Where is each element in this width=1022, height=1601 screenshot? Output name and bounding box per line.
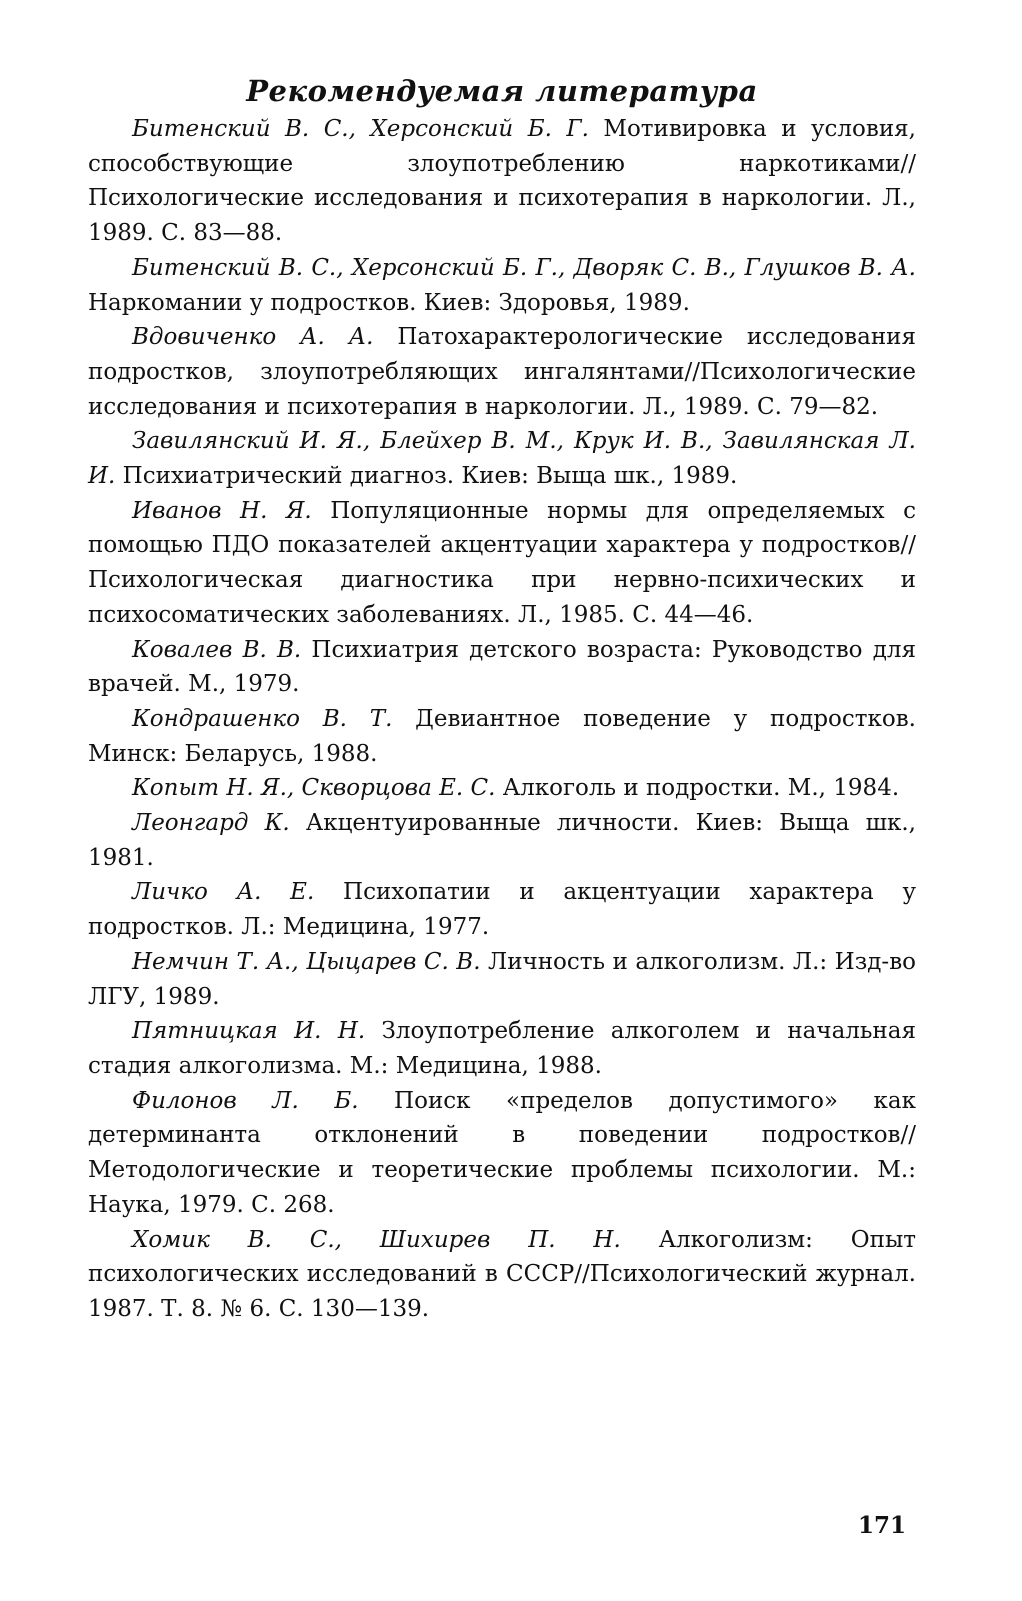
reference-authors: Битенский В. С., Херсонский Б. Г. xyxy=(132,116,589,142)
reference-text: Психопатии и акцентуации характера у подростков. Л.: Медицина, 1977. xyxy=(88,879,916,941)
bibliography-page xyxy=(88,72,916,1327)
reference-text: Патохарактерологические исследования подростков, злоупотребляющих ингалянтами//Психологические исследования и психотерапия в наркологии. Л., 1989. С. 79—82. xyxy=(88,324,916,420)
reference-item xyxy=(88,945,916,1014)
reference-list xyxy=(88,112,916,1327)
reference-text: Алкоголь и подростки. М., 1984. xyxy=(495,775,900,802)
reference-text: Злоупотребление алкоголем и начальная стадия алкоголизма. М.: Медицина, 1988. xyxy=(88,1018,916,1079)
reference-text: Поиск «пределов допустимого» как детерминанта отклонений в поведении подростков//Методологические и теоретические проблемы психологии. М.: Наука, 1979. С. 268. xyxy=(88,1087,916,1218)
reference-text: Алкоголизм: Опыт психологических исследований в СССР//Психологический журнал. 1987. Т. 8. № 6. С. 130—139. xyxy=(88,1226,916,1322)
reference-authors: Пятницкая И. Н. xyxy=(132,1018,366,1045)
reference-item xyxy=(88,875,916,944)
reference-text: Девиантное поведение у подростков. Минск: Беларусь, 1988. xyxy=(88,705,916,767)
reference-text: Личность и алкоголизм. Л.: Изд-во ЛГУ, 1989. xyxy=(88,948,916,1010)
reference-text: Акцентуированные личности. Киев: Выща шк., 1981. xyxy=(88,810,916,871)
reference-item xyxy=(88,771,916,806)
reference-authors: Кондрашенко В. Т. xyxy=(132,705,393,732)
reference-authors: Копыт Н. Я., Скворцова Е. С. xyxy=(132,775,496,802)
reference-authors: Леонгард К. xyxy=(132,810,290,837)
reference-authors: Хомик В. С., Шихирев П. Н. xyxy=(132,1226,621,1253)
reference-item xyxy=(88,1014,916,1083)
reference-authors: Завилянский И. Я., Блейхер В. М., Крук И. В., Завилянская Л. И. xyxy=(88,428,916,490)
reference-item xyxy=(88,633,916,702)
reference-authors: Битенский В. С., Херсонский Б. Г., Дворяк С. В., Глушков В. А. xyxy=(132,254,916,281)
reference-item xyxy=(88,1084,916,1223)
reference-text: Популяционные нормы для определяемых с помощью ПДО показателей акцентуации характера у подростков//Психологическая диагностика при нервно-психических и психосоматических заболеваниях. Л., 1985. С. 44—46. xyxy=(88,497,916,628)
page-number: 171 xyxy=(858,1512,907,1539)
reference-authors: Иванов Н. Я. xyxy=(132,497,312,524)
reference-authors: Вдовиченко А. А. xyxy=(132,324,374,351)
reference-text: Мотивировка и условия, способствующие злоупотреблению наркотиками// Психологические исследования и психотерапия в наркологии. Л., 1989. С. 83—88. xyxy=(88,116,916,247)
reference-text: Психиатрический диагноз. Киев: Выща шк., 1989. xyxy=(115,463,738,490)
reference-item xyxy=(88,806,916,875)
reference-item xyxy=(88,424,916,493)
reference-item xyxy=(88,251,916,320)
reference-item xyxy=(88,112,916,251)
reference-authors: Филонов Л. Б. xyxy=(132,1087,359,1114)
reference-item xyxy=(88,494,916,633)
reference-authors: Ковалев В. В. xyxy=(132,636,302,663)
reference-text: Наркомании у подростков. Киев: Здоровья, 1989. xyxy=(88,289,690,316)
reference-item xyxy=(88,1223,916,1327)
reference-item xyxy=(88,702,916,771)
reference-text: Психиатрия детского возраста: Руководство для врачей. М., 1979. xyxy=(88,636,916,698)
section-heading: Рекомендуемая литература xyxy=(246,74,758,108)
reference-item xyxy=(88,320,916,424)
reference-authors: Немчин Т. А., Цыцарев С. В. xyxy=(132,948,481,975)
reference-authors: Личко А. Е. xyxy=(132,879,315,906)
